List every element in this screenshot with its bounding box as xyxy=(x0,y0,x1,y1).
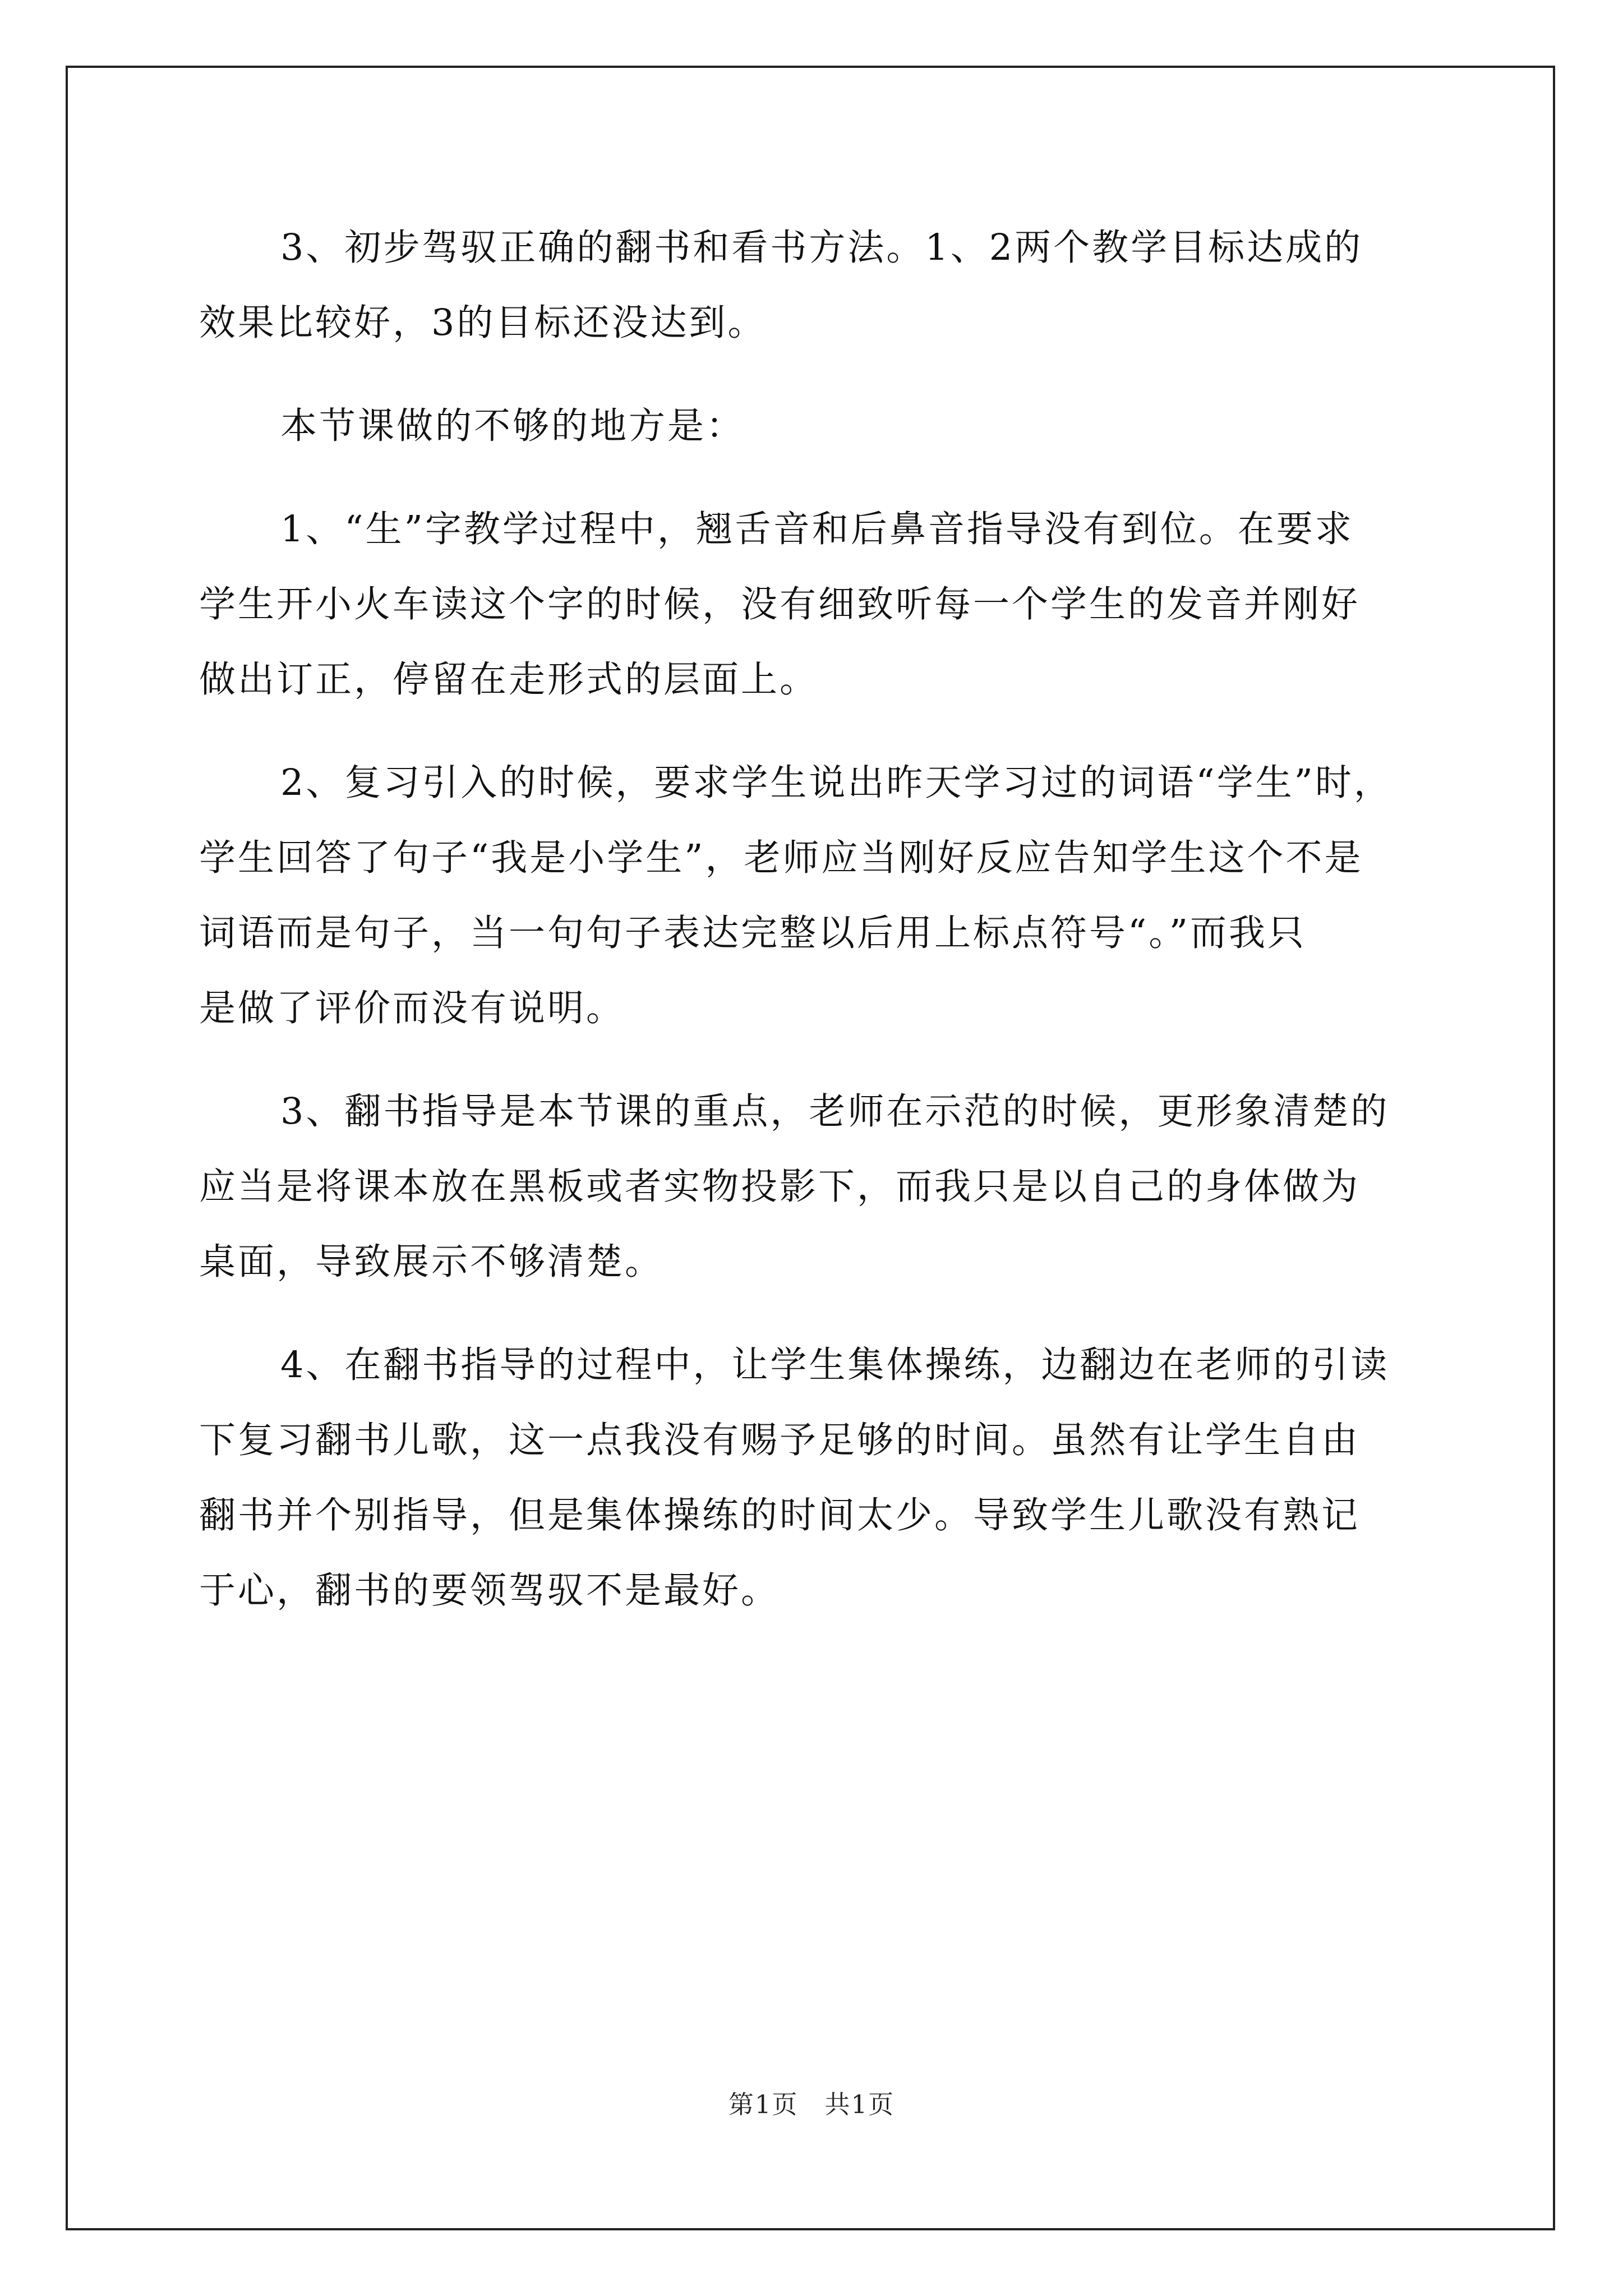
text-line: 本节课做的不够的地方是： xyxy=(280,405,745,447)
text-line: 于心，翻书的要领驾驭不是最好。 xyxy=(199,1570,780,1612)
text-line: 学生开小火车读这个字的时候，没有细致听每一个学生的发音并刚好 xyxy=(199,583,1361,625)
text-line: 效果比较好，3的目标还没达到。 xyxy=(199,302,767,344)
paragraph-point-1 xyxy=(199,492,1427,717)
text-line: 学生回答了句子“我是小学生”，老师应当刚好反应告知学生这个不是 xyxy=(199,837,1363,879)
paragraph-point-2 xyxy=(199,746,1427,1046)
document-body xyxy=(199,210,1427,1657)
text-line: 下复习翻书儿歌，这一点我没有赐予足够的时间。虽然有让学生自由 xyxy=(199,1419,1361,1461)
text-line: 是做了评价而没有说明。 xyxy=(199,987,625,1029)
text-line: 做出订正，停留在走形式的层面上。 xyxy=(199,659,819,701)
text-line: 3、初步驾驭正确的翻书和看书方法。1、2两个教学目标达成的 xyxy=(280,227,1363,269)
paragraph-shortcomings-heading xyxy=(199,389,1427,464)
text-line: 应当是将课本放在黑板或者实物投影下，而我只是以自己的身体做为 xyxy=(199,1166,1361,1208)
page-number-footer: 第1页 共1页 xyxy=(728,2090,895,2119)
text-line: 词语而是句子，当一句句子表达完整以后用上标点符号“。”而我只 xyxy=(199,912,1306,954)
paragraph-point-4 xyxy=(199,1328,1427,1628)
paragraph-goals-summary xyxy=(199,210,1427,361)
text-line: 3、翻书指导是本节课的重点，老师在示范的时候，更形象清楚的 xyxy=(280,1091,1390,1133)
text-line: 桌面，导致展示不够清楚。 xyxy=(199,1241,664,1283)
text-line: 2、复习引入的时候，要求学生说出昨天学习过的词语“学生”时， xyxy=(280,762,1393,804)
text-line: 1、“生”字教学过程中，翘舌音和后鼻音指导没有到位。在要求 xyxy=(280,508,1354,550)
text-line: 翻书并个别指导，但是集体操练的时间太少。导致学生儿歌没有熟记 xyxy=(199,1494,1361,1536)
text-line: 4、在翻书指导的过程中，让学生集体操练，边翻边在老师的引读 xyxy=(280,1344,1390,1386)
paragraph-point-3 xyxy=(199,1074,1427,1300)
